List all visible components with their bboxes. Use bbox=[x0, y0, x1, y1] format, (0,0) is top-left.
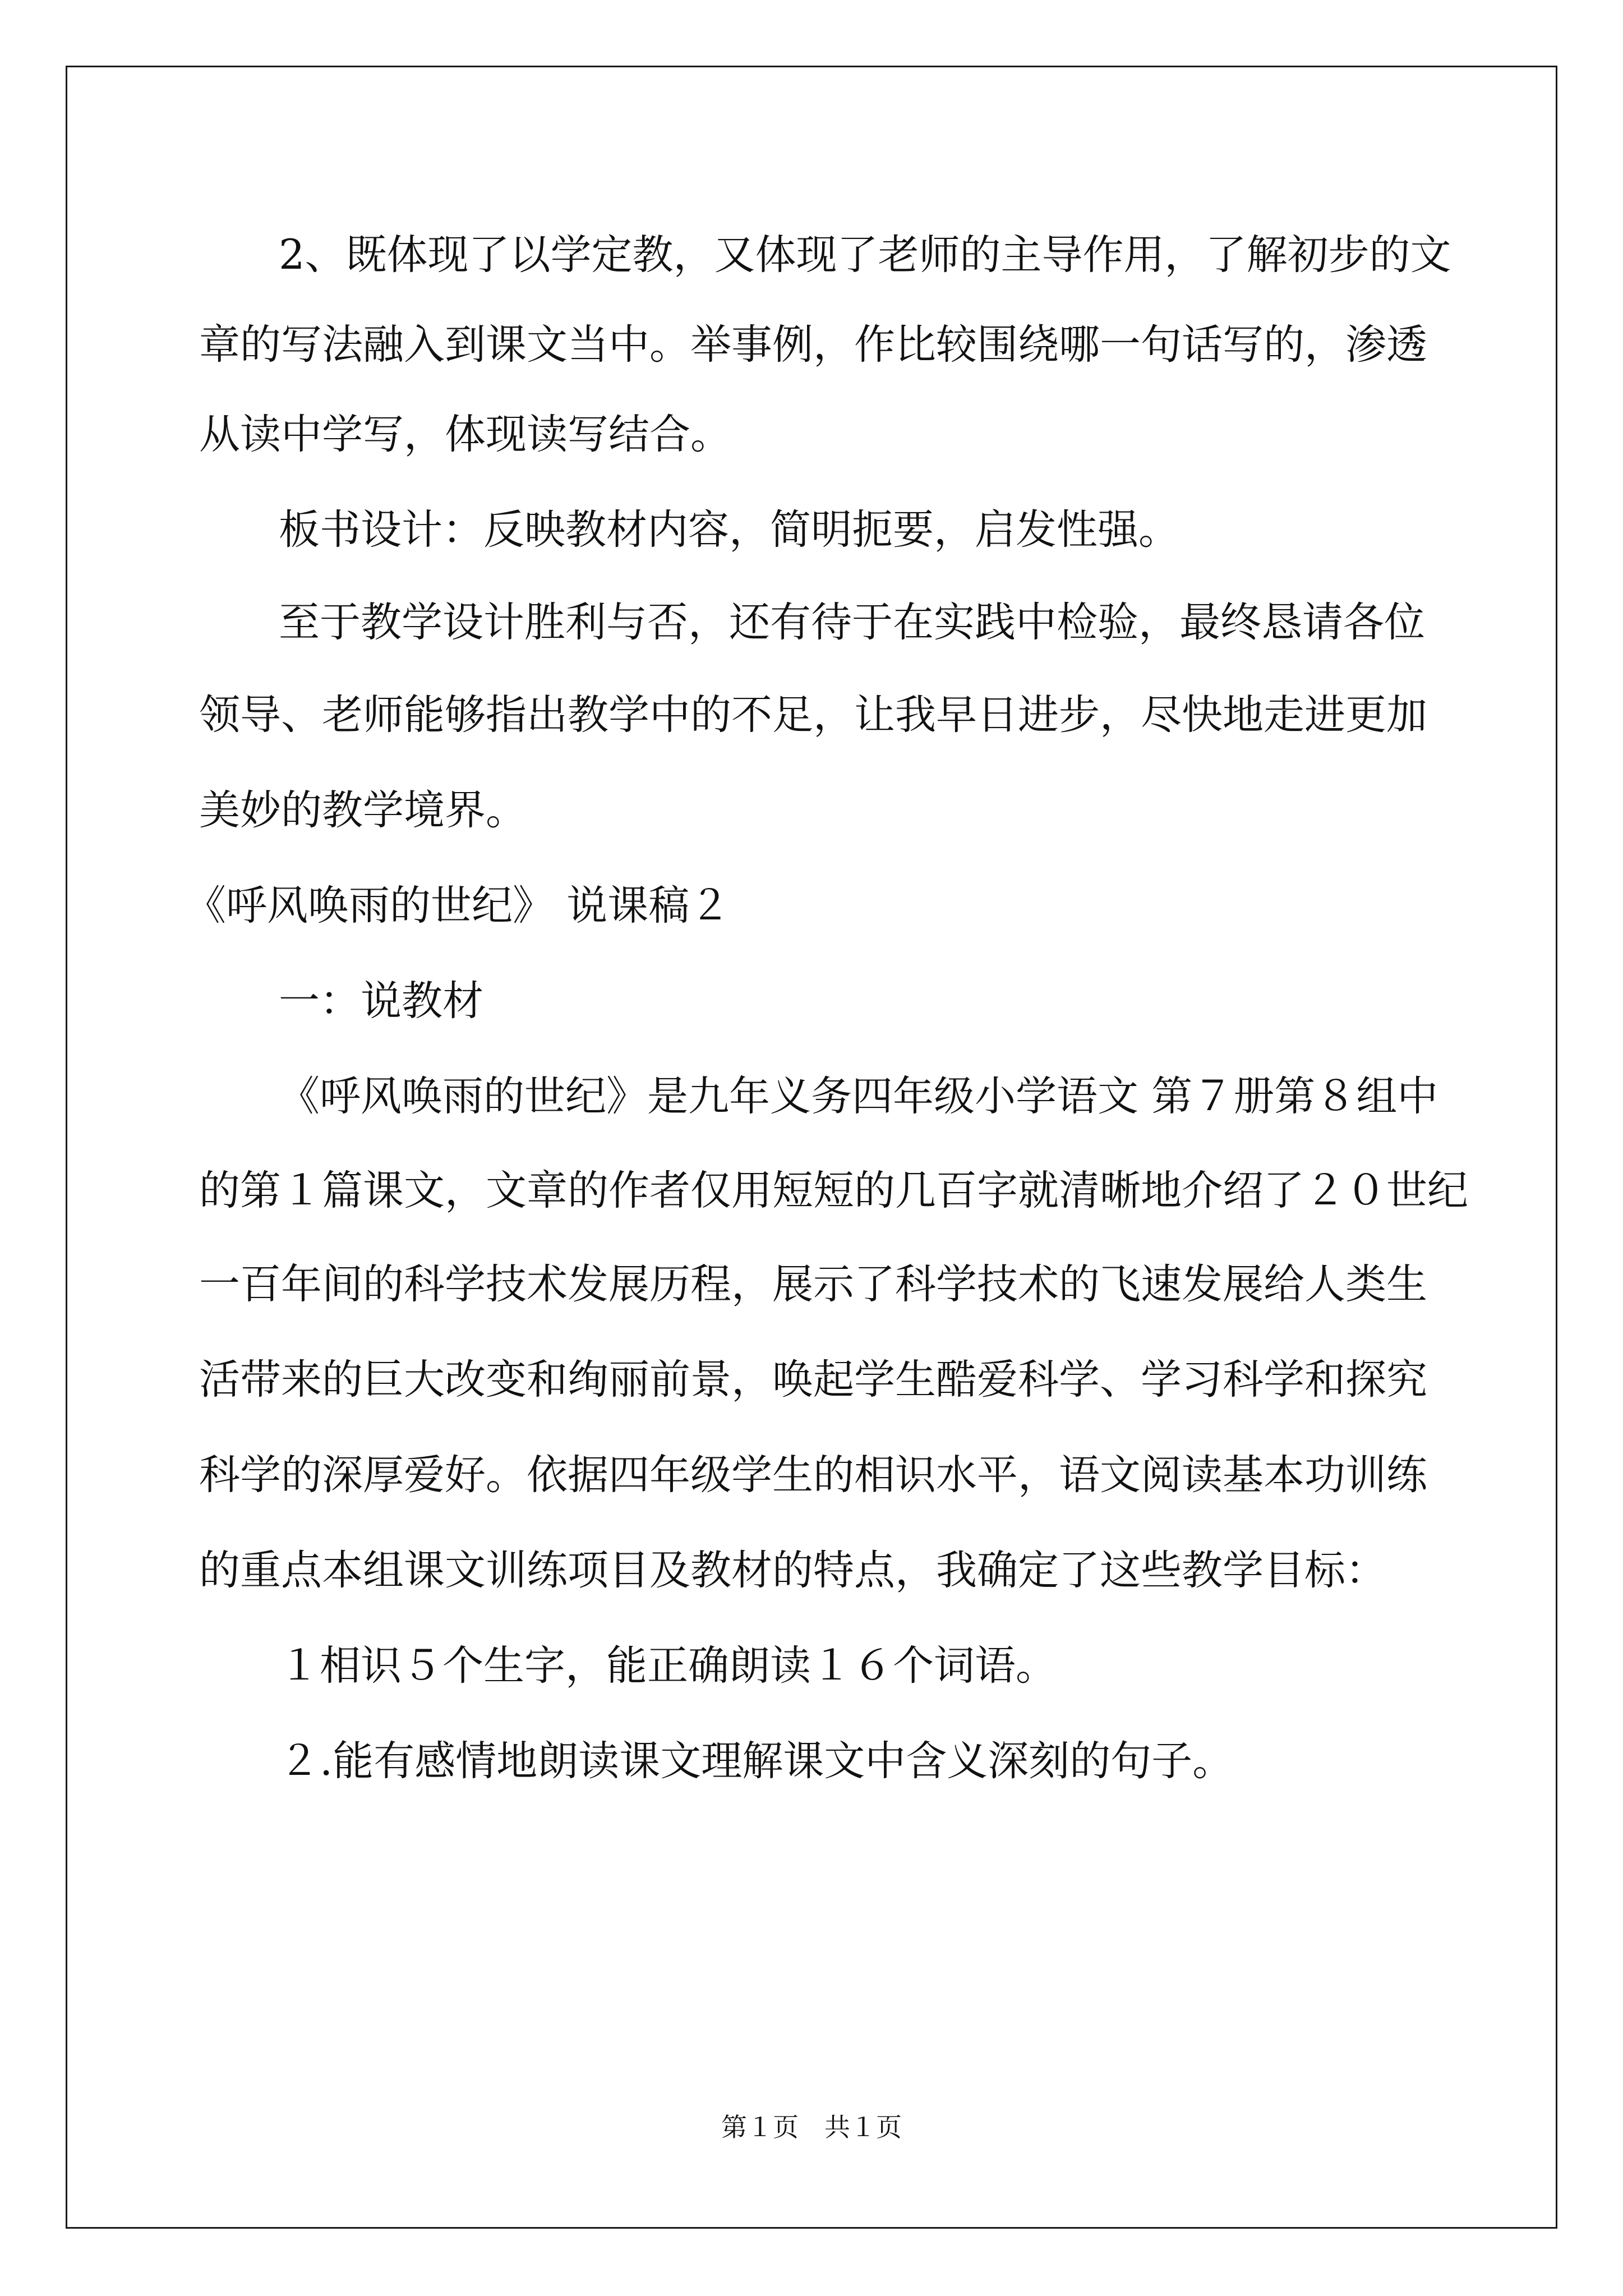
paragraph-line: 一百年间的科学技术发展历程，展示了科学技术的飞速发展给人类生 bbox=[199, 1260, 1427, 1308]
paragraph-line: 的第１篇课文，文章的作者仅用短短的几百字就清晰地介绍了２０世纪 bbox=[199, 1167, 1468, 1214]
paragraph-line: 2、既体现了以学定教，又体现了老师的主导作用，了解初步的文 bbox=[279, 231, 1451, 279]
page-footer: 第１页 共１页 bbox=[721, 2112, 902, 2142]
objective-item: ２.能有感情地朗读课文理解课文中含义深刻的句子。 bbox=[279, 1737, 1234, 1785]
objective-item: １相识５个生字，能正确朗读１６个词语。 bbox=[279, 1642, 1057, 1690]
paragraph-line: 的重点本组课文训练项目及教材的特点，我确定了这些教学目标： bbox=[199, 1547, 1386, 1594]
page-border bbox=[66, 66, 1557, 2229]
paragraph-line: 从读中学写，体现读写结合。 bbox=[199, 411, 731, 458]
section-heading: 板书设计：反映教材内容，简明扼要，启发性强。 bbox=[279, 506, 1179, 554]
paragraph-line: 章的写法融入到课文当中。举事例，作比较围绕哪一句话写的，渗透 bbox=[199, 321, 1427, 369]
paragraph-line: 科学的深厚爱好。依据四年级学生的相识水平，语文阅读基本功训练 bbox=[199, 1451, 1427, 1499]
paragraph-line: 至于教学设计胜利与否，还有待于在实践中检验，最终恳请各位 bbox=[279, 599, 1425, 646]
paragraph-line: 活带来的巨大改变和绚丽前景，唤起学生酷爱科学、学习科学和探究 bbox=[199, 1356, 1427, 1404]
paragraph-line: 美妙的教学境界。 bbox=[199, 786, 527, 834]
paragraph-line: 《呼风唤雨的世纪》是九年义务四年级小学语文 第７册第８组中 bbox=[279, 1073, 1438, 1120]
document-title: 《呼风唤雨的世纪》 说课稿２ bbox=[185, 882, 731, 930]
section-heading: 一：说教材 bbox=[279, 977, 483, 1025]
paragraph-line: 领导、老师能够指出教学中的不足，让我早日进步，尽快地走进更加 bbox=[199, 691, 1427, 739]
